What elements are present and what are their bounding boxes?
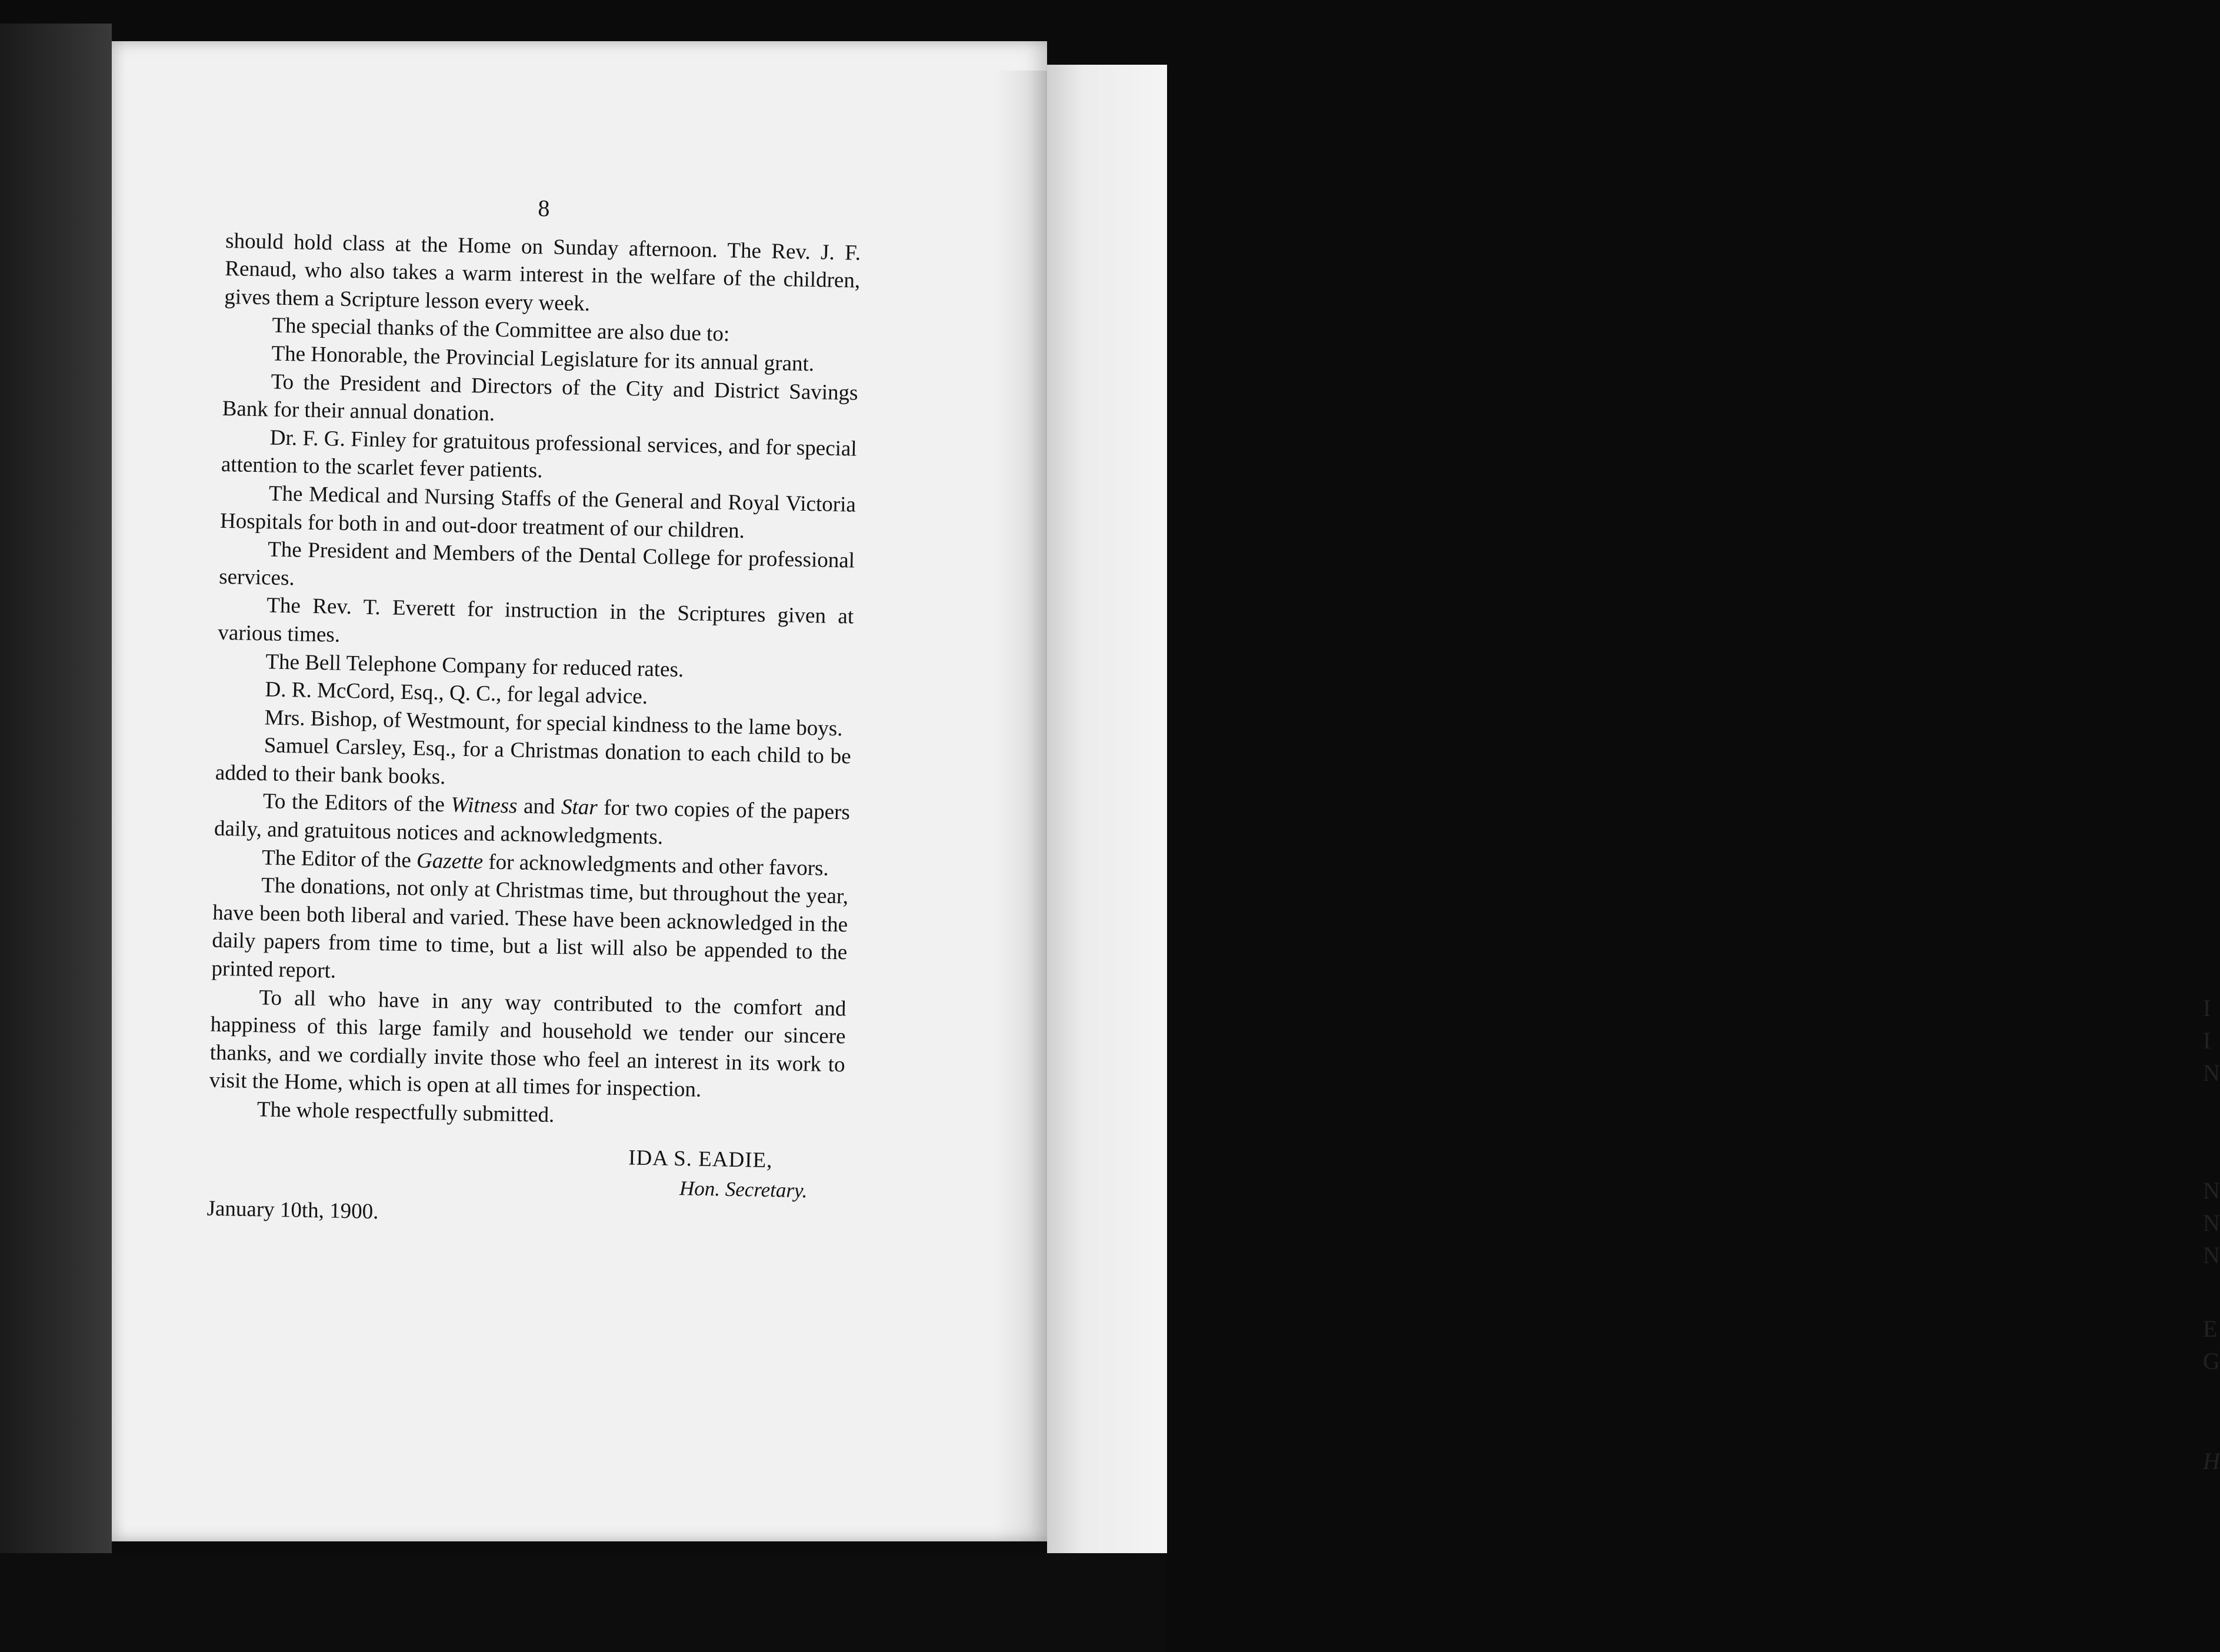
scan-bottom-margin <box>0 1553 1167 1652</box>
newspaper-name: Gazette <box>416 848 484 874</box>
facing-page-letter: H <box>2203 1448 2220 1474</box>
facing-page-letter: N <box>2203 1242 2220 1268</box>
paragraph: Dr. F. G. Finley for gratuitous professional services, and for special attention to the scarlet fever patients. <box>221 425 858 483</box>
newspaper-name: Star <box>561 795 598 820</box>
facing-page-letter: G <box>2203 1348 2220 1374</box>
signature-block <box>206 1135 844 1224</box>
paragraph: Samuel Carsley, Esq., for a Christmas donation to each child to be added to their bank books. <box>215 733 852 790</box>
paragraph: The special thanks of the Committee are also due to: <box>272 313 730 347</box>
page-number: 8 <box>538 195 550 222</box>
text-run: for two copies of the papers daily, and gratuitous notices and acknowledgments. <box>214 795 851 850</box>
facing-page-letter: I <box>2203 995 2211 1021</box>
report-date: January 10th, 1900. <box>206 1196 379 1224</box>
facing-page-letter: N <box>2203 1177 2220 1204</box>
paragraph: D. R. McCord, Esq., Q. C., for legal advice. <box>265 677 648 709</box>
facing-page-letter: I <box>2203 1027 2211 1054</box>
facing-page-letter: N <box>2203 1060 2220 1086</box>
book-binding <box>0 24 112 1565</box>
page-content <box>206 188 862 1224</box>
paragraph: To all who have in any way contributed to the comfort and happiness of this large family and household we tender our sincere thanks, and we cordially invite those who feel an interest in its work to visit the Home, which is open at all times for inspection. <box>209 985 846 1103</box>
paragraph: The Bell Telephone Company for reduced rates. <box>265 649 684 682</box>
text-run: for acknowledgments and other favors. <box>482 850 829 881</box>
text-run: To the Editors of the <box>262 789 451 817</box>
facing-page <box>1047 65 2220 1594</box>
paragraph: Mrs. Bishop, of Westmount, for special kindness to the lame boys. <box>264 705 843 741</box>
page-fold-shadow <box>994 71 1047 1541</box>
paragraph: The donations, not only at Christmas time, but throughout the year, have been both liberal and varied. These have been acknowledged in the daily papers from time to time, but a list will also be appended to the printed report. <box>211 873 849 983</box>
facing-page-letter: E <box>2203 1315 2218 1342</box>
paragraph: The Rev. T. Everett for instruction in the Scriptures given at various times. <box>218 593 854 647</box>
signatory-title: Hon. Secretary. <box>679 1176 808 1202</box>
text-run: The Editor of the <box>261 845 417 873</box>
paragraph: To the President and Directors of the City and District Savings Bank for their annual donation. <box>222 369 858 426</box>
text-run: and <box>517 794 562 820</box>
facing-page-letter: N <box>2203 1210 2220 1236</box>
paragraph: should hold class at the Home on Sunday afternoon. The Rev. J. F. Renaud, who also takes a warm interest in the welfare of the children, gives them a Scripture lesson every week. <box>224 228 861 316</box>
paragraph: The whole respectfully submitted. <box>256 1097 555 1127</box>
paragraph: The Medical and Nursing Staffs of the General and Royal Victoria Hospitals for both in and out-door treatment of our children. <box>219 481 856 543</box>
paragraph: The Honorable, the Provincial Legislature for its annual grant. <box>271 341 815 377</box>
newspaper-name: Witness <box>451 792 518 819</box>
paragraph: The President and Members of the Dental College for professional services. <box>218 537 855 591</box>
signatory-name: IDA S. EADIE, <box>628 1145 773 1173</box>
